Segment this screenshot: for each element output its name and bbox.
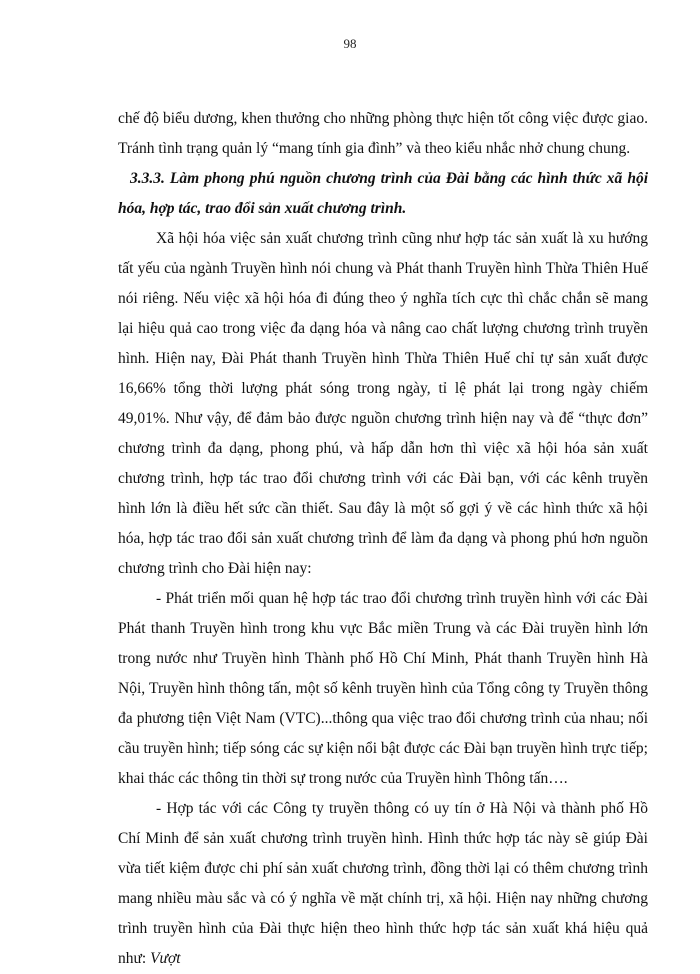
document-body [118, 104, 648, 974]
paragraph-continuation: chế độ biểu dương, khen thưởng cho những phòng thực hiện tốt công việc được giao. Tránh tình trạng quản lý “mang tính gia đình” và theo kiểu nhắc nhở chung chung. [118, 110, 648, 157]
italic-program-name: Vượt [150, 950, 181, 967]
bullet-paragraph-exchange: - Phát triển mối quan hệ hợp tác trao đổi chương trình truyền hình với các Đài Phát thanh Truyền hình trong khu vực Bắc miền Trung và các Đài truyền hình lớn trong nước như Truyền hình Thành phố Hồ Chí Minh, Phát thanh Truyền hình Hà Nội, Truyền hình thông tấn, một số kênh truyền hình của Tổng công ty Truyền thông đa phương tiện Việt Nam (VTC)...thông qua việc trao đổi chương trình của nhau; nối cầu truyền hình; tiếp sóng các sự kiện nổi bật được các Đài bạn truyền hình trực tiếp; khai thác các thông tin thời sự trong nước của Truyền hình Thông tấn…. [118, 590, 648, 787]
paragraph-intro: Xã hội hóa việc sản xuất chương trình cũng như hợp tác sản xuất là xu hướng tất yếu của ngành Truyền hình nói chung và Phát thanh Truyền hình Thừa Thiên Huế nói riêng. Nếu việc xã hội hóa đi đúng theo ý nghĩa tích cực thì chắc chắn sẽ mang lại hiệu quả cao trong việc đa dạng hóa và nâng cao chất lượng chương trình truyền hình. Hiện nay, Đài Phát thanh Truyền hình Thừa Thiên Huế chỉ tự sản xuất được 16,66% tổng thời lượng phát sóng trong ngày, tỉ lệ phát lại trong ngày chiếm 49,01%. Như vậy, để đảm bảo được nguồn chương trình hiện nay và để “thực đơn” chương trình đa dạng, phong phú, và hấp dẫn hơn thì việc xã hội hóa sản xuất chương trình, hợp tác trao đổi chương trình với các Đài bạn, với các kênh truyền hình lớn là điều hết sức cần thiết. Sau đây là một số gợi ý về các hình thức xã hội hóa, hợp tác trao đổi sản xuất chương trình để làm đa dạng và phong phú hơn nguồn chương trình cho Đài hiện nay: [118, 230, 648, 577]
bullet-paragraph-cooperation [118, 794, 648, 974]
section-heading: 3.3.3. Làm phong phú nguồn chương trình của Đài bằng các hình thức xã hội hóa, hợp tác, trao đổi sản xuất chương trình. [118, 170, 648, 217]
page-number: 98 [343, 36, 357, 51]
bullet-paragraph-cooperation-text: - Hợp tác với các Công ty truyền thông có uy tín ở Hà Nội và thành phố Hồ Chí Minh để sản xuất chương trình truyền hình. Hình thức hợp tác này sẽ giúp Đài vừa tiết kiệm được chi phí sản xuất chương trình, đồng thời lại có thêm chương trình mang nhiều màu sắc và có ý nghĩa về mặt chính trị, xã hội. Hiện nay những chương trình truyền hình của Đài thực hiện theo hình thức hợp tác sản xuất khá hiệu quả như: [118, 800, 648, 967]
